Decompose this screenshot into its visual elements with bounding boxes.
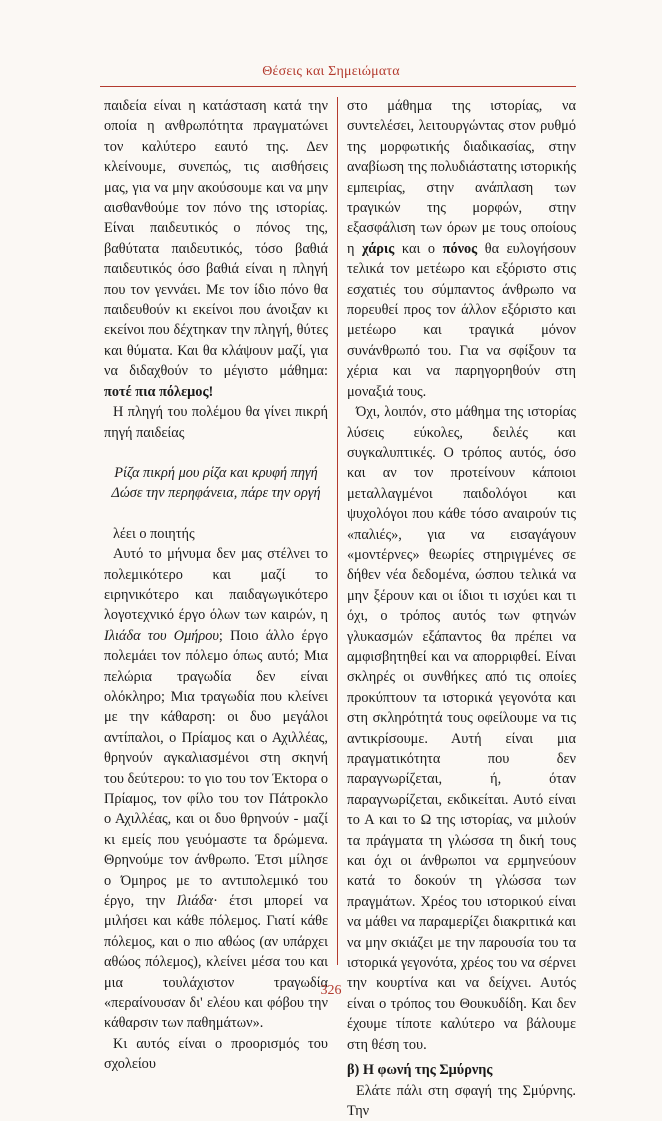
left-column	[104, 96, 328, 1075]
paragraph-text: παιδεία είναι η κατάσταση κατά την οποία η ανθρωπότητα πραγματώνει τον καλύτερο εαυτό της. Δεν κλείνουμε, συνεπώς, τις αισθήσεις μας, για να μην ακούσουμε και να μην αισθανθούμε τον πόνο της ιστορίας. Είναι παιδευτικός ο πόνος της, βαθύτατα παιδευτικός, τόσο βαθιά παιδευτικός όσο βαθιά είναι η πληγή που τον γεννάει. Με τον ίδιο πόνο θα παιδευθούν κι εκείνοι που άνοιξαν κι εκείνοι που δέχτηκαν την πληγή, θύτες και θύματα. Και θα κλάψουν μαζί, για να διδαχθούν το μέγιστο μάθημα:	[104, 98, 328, 379]
italic-title: Ιλιάδα	[176, 893, 213, 909]
bold-phrase: ποτέ πια πόλεμος!	[104, 384, 213, 400]
paragraph-text: · έτσι μπορεί να μιλήσει και κάθε πόλεμος. Γιατί κάθε πόλεμος, και ο πιο αθώος (αν υπάρχει αθώος πόλεμος), κλείνει μέσα του και μια τουλάχιστον τραγωδία «περαίνουσαν δι' ελέου και φόβου την κάθαρσιν των παθημάτων».	[104, 893, 328, 1031]
poem-line: Ρίζα πικρή μου ρίζα και κρυφή πηγή	[104, 463, 328, 483]
column-divider	[337, 97, 338, 965]
paragraph	[104, 96, 328, 402]
paragraph: Ελάτε πάλι στη σφαγή της Σμύρνης. Την	[347, 1081, 576, 1121]
paragraph-text: Αυτό το μήνυμα δεν μας στέλνει το πολεμικότερο και μαζί το ειρηνικότερο και παιδαγωγικότερο λογοτεχνικό έργο όλων των καιρών, η	[104, 546, 328, 623]
paragraph: Κι αυτός είναι ο προορισμός του σχολείου	[104, 1034, 328, 1075]
paragraph-text: ; Ποιο άλλο έργο πολεμάει τον πόλεμο όπως αυτό; Μια πελώρια τραγωδία δεν είναι ολόκληρο; Μια τραγωδία που κλείνει με την κάθαρση: οι δυο μεγάλοι αντίπαλοι, ο Πρίαμος και ο Αχιλλέας, θρηνούν αγκαλιασμένοι στη σκηνή του δεύτερου: το γιο του τον Έκτορα ο Πρίαμος, τον φίλο του τον Πάτροκλο ο Αχιλλέας, και οι δυο θρηνούν - μαζί κι εμείς που γευόμαστε τα δρώμενα. Θρηνούμε τον άνθρωπο. Έτσι μίλησε ο Όμηρος με το αντιπολεμικό του έργο, την	[104, 628, 328, 909]
header-rule	[100, 86, 576, 87]
paragraph-text: θα ευλογήσουν τελικά τον μετέωρο και εξόριστο στις εσχατιές του σύμπαντος άνθρωπο να πορευθεί προς τον άλλον εξόριστο και μετέωρο και τραγικά μόνον συνάνθρωπό του. Για να σφίξουν τα χέρια και να παρηγορηθούν στη μοναξιά τους.	[347, 241, 576, 400]
paragraph: λέει ο ποιητής	[104, 524, 328, 544]
right-column	[347, 96, 576, 1121]
bold-word: χάρις	[362, 241, 394, 257]
paragraph-text: στο μάθημα της ιστορίας, να συντελέσει, λειτουργώντας στον ρυθμό της μορφωτικής διαδικασίας, στην αναβίωση της πολυδιάστατης ιστορικής εμπειρίας, στην ανάπλαση των τραγικών της μορφών, στην εξασφάλιση των όρων με τους οποίους η	[347, 98, 576, 257]
paragraph	[347, 96, 576, 402]
italic-title: Ιλιάδα του Ομήρου	[104, 628, 219, 644]
poem-line: Δώσε την περηφάνεια, πάρε την οργή	[104, 483, 328, 503]
running-header: Θέσεις και Σημειώματα	[0, 64, 662, 80]
bold-word: πόνος	[443, 241, 478, 257]
paragraph-text: και ο	[394, 241, 442, 257]
section-heading: β) Η φωνή της Σμύρνης	[347, 1060, 576, 1080]
paragraph: Όχι, λοιπόν, στο μάθημα της ιστορίας λύσεις εύκολες, δειλές και συγκαλυπτικές. Ο τρόπος αυτός, όσο και αν τον προτείνουν κάποιοι μεταλλαγμένοι παιδολόγοι και ψυχολόγοι που κάθε τόσο αναιρούν τις «παλιές», για να εισαγάγουν «μοντέρνες» θεωρίες στηριγμένες σε δήθεν νέα δεδομένα, ώσπου τελικά να μην ξέρουν και οι ίδιοι τι ισχύει και τι όχι, ο τρόπος αυτός των φτηνών γλυκασμών εξάπαντος θα πρέπει να αμφισβητηθεί και να απορριφθεί. Είναι σκληρές οι συνθήκες από τις οποίες προκύπτουν τα ιστορικά γεγονότα και στη σκληρότητά τους οφείλουμε να τις αντικρίσουμε. Αυτή είναι μια πραγματικότητα που δεν παραγνωρίζεται, ή, όταν παραγνωρίζεται, εκδικείται. Αυτό είναι το Α και το Ω της ιστορίας, να μιλούν τα πράγματα τη γλώσσα τη δική τους και όχι οι άνθρωποι να ερμηνεύουν κατά το δοκούν τη γλώσσα των πραγμάτων. Χρέος του ιστορικού είναι να μάθει να παραμερίζει διακριτικά και να μην σκιάζει με την παρουσία του τα ιστορικά γεγονότα, χρέος του να σέρνει την κουρτίνα και να δείχνει. Αυτός είναι ο τρόπος του Θουκυδίδη. Και δεν έχουμε τίποτε καλύτερο να βάλουμε στη θέση του.	[347, 402, 576, 1055]
paragraph	[104, 544, 328, 1034]
paragraph: Η πληγή του πολέμου θα γίνει πικρή πηγή παιδείας	[104, 402, 328, 443]
page-number: 326	[0, 983, 662, 999]
poem-quote	[104, 463, 328, 504]
